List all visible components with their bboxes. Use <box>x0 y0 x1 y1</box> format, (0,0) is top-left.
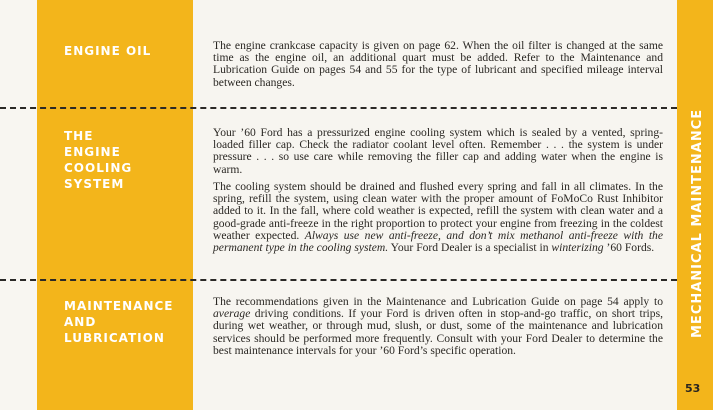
paragraph-maintenance-c: driving conditions. If your Ford is driven often in stop-and-go traffic, on short trips, during wet weather, or through mud, slush, or dust, some of the maintenance and lubrication services should be performed more frequently. Consult with your Ford Dealer to determine the best maintenance intervals for your ’60 Ford’s specific operation. <box>213 307 663 357</box>
left-margin <box>0 0 37 410</box>
paragraph-engine-oil: The engine crankcase capacity is given on page 62. When the oil filter is changed at the same time as the engine oil, an additional quart must be added. Refer to the Maintenance and Lubrication Guide on pages 54 and 55 for the type of lubricant and specified mileage interval between changes. <box>213 39 663 89</box>
page-number: 53 <box>685 382 701 395</box>
section-divider <box>0 279 677 281</box>
paragraph-maintenance-b: average <box>213 307 251 321</box>
paragraph-cooling-2-c: Your Ford Dealer is a specialist in <box>388 241 552 255</box>
paragraph-cooling-2-a: The cooling system should be drained and flushed every spring and fall in all climates. In the spring, refill the system, using clean water with the proper amount of FoMoCo Rust Inhibitor added to it. In the fall, where cold weather is expected, refill the system with clean water and a good-grade anti-freeze in the right proportion to protect your engine from freezing in the coldest weather expected. <box>213 180 663 242</box>
heading-engine-oil-text: ENGINE OIL <box>64 44 152 58</box>
paragraph-cooling-2-e: ’60 Fords. <box>603 241 655 255</box>
paragraph-maintenance-a: The recommendations given in the Maintenance and Lubrication Guide on page 54 apply to <box>213 295 663 308</box>
heading-engine-oil <box>64 43 151 59</box>
heading-maintenance <box>64 298 174 346</box>
paragraph-maintenance <box>213 296 663 357</box>
paragraph-cooling-2-b: Always use new anti-freeze, and don’t mix methanol anti-freeze with the permanent type in the cooling system. <box>213 228 663 255</box>
heading-cooling-system <box>64 128 154 192</box>
side-tab-text: MECHANICAL MAINTENANCE <box>690 108 705 338</box>
paragraph-cooling-2-d: winterizing <box>551 241 604 255</box>
paragraph-cooling-2 <box>213 181 663 254</box>
paragraph-cooling-1: Your ’60 Ford has a pressurized engine cooling system which is sealed by a vented, spring-loaded filler cap. Check the radiator coolant level often. Remember . . . the system is under pressure . . . so use care while removing the filler cap and adding water when the engine is warm. <box>213 126 663 176</box>
heading-column <box>37 0 193 410</box>
heading-maintenance-text: MAINTENANCE AND LUBRICATION <box>64 299 174 345</box>
section-divider <box>0 107 677 109</box>
side-tab-label <box>683 50 709 340</box>
heading-cooling-system-text: THE ENGINE COOLING SYSTEM <box>64 129 133 191</box>
